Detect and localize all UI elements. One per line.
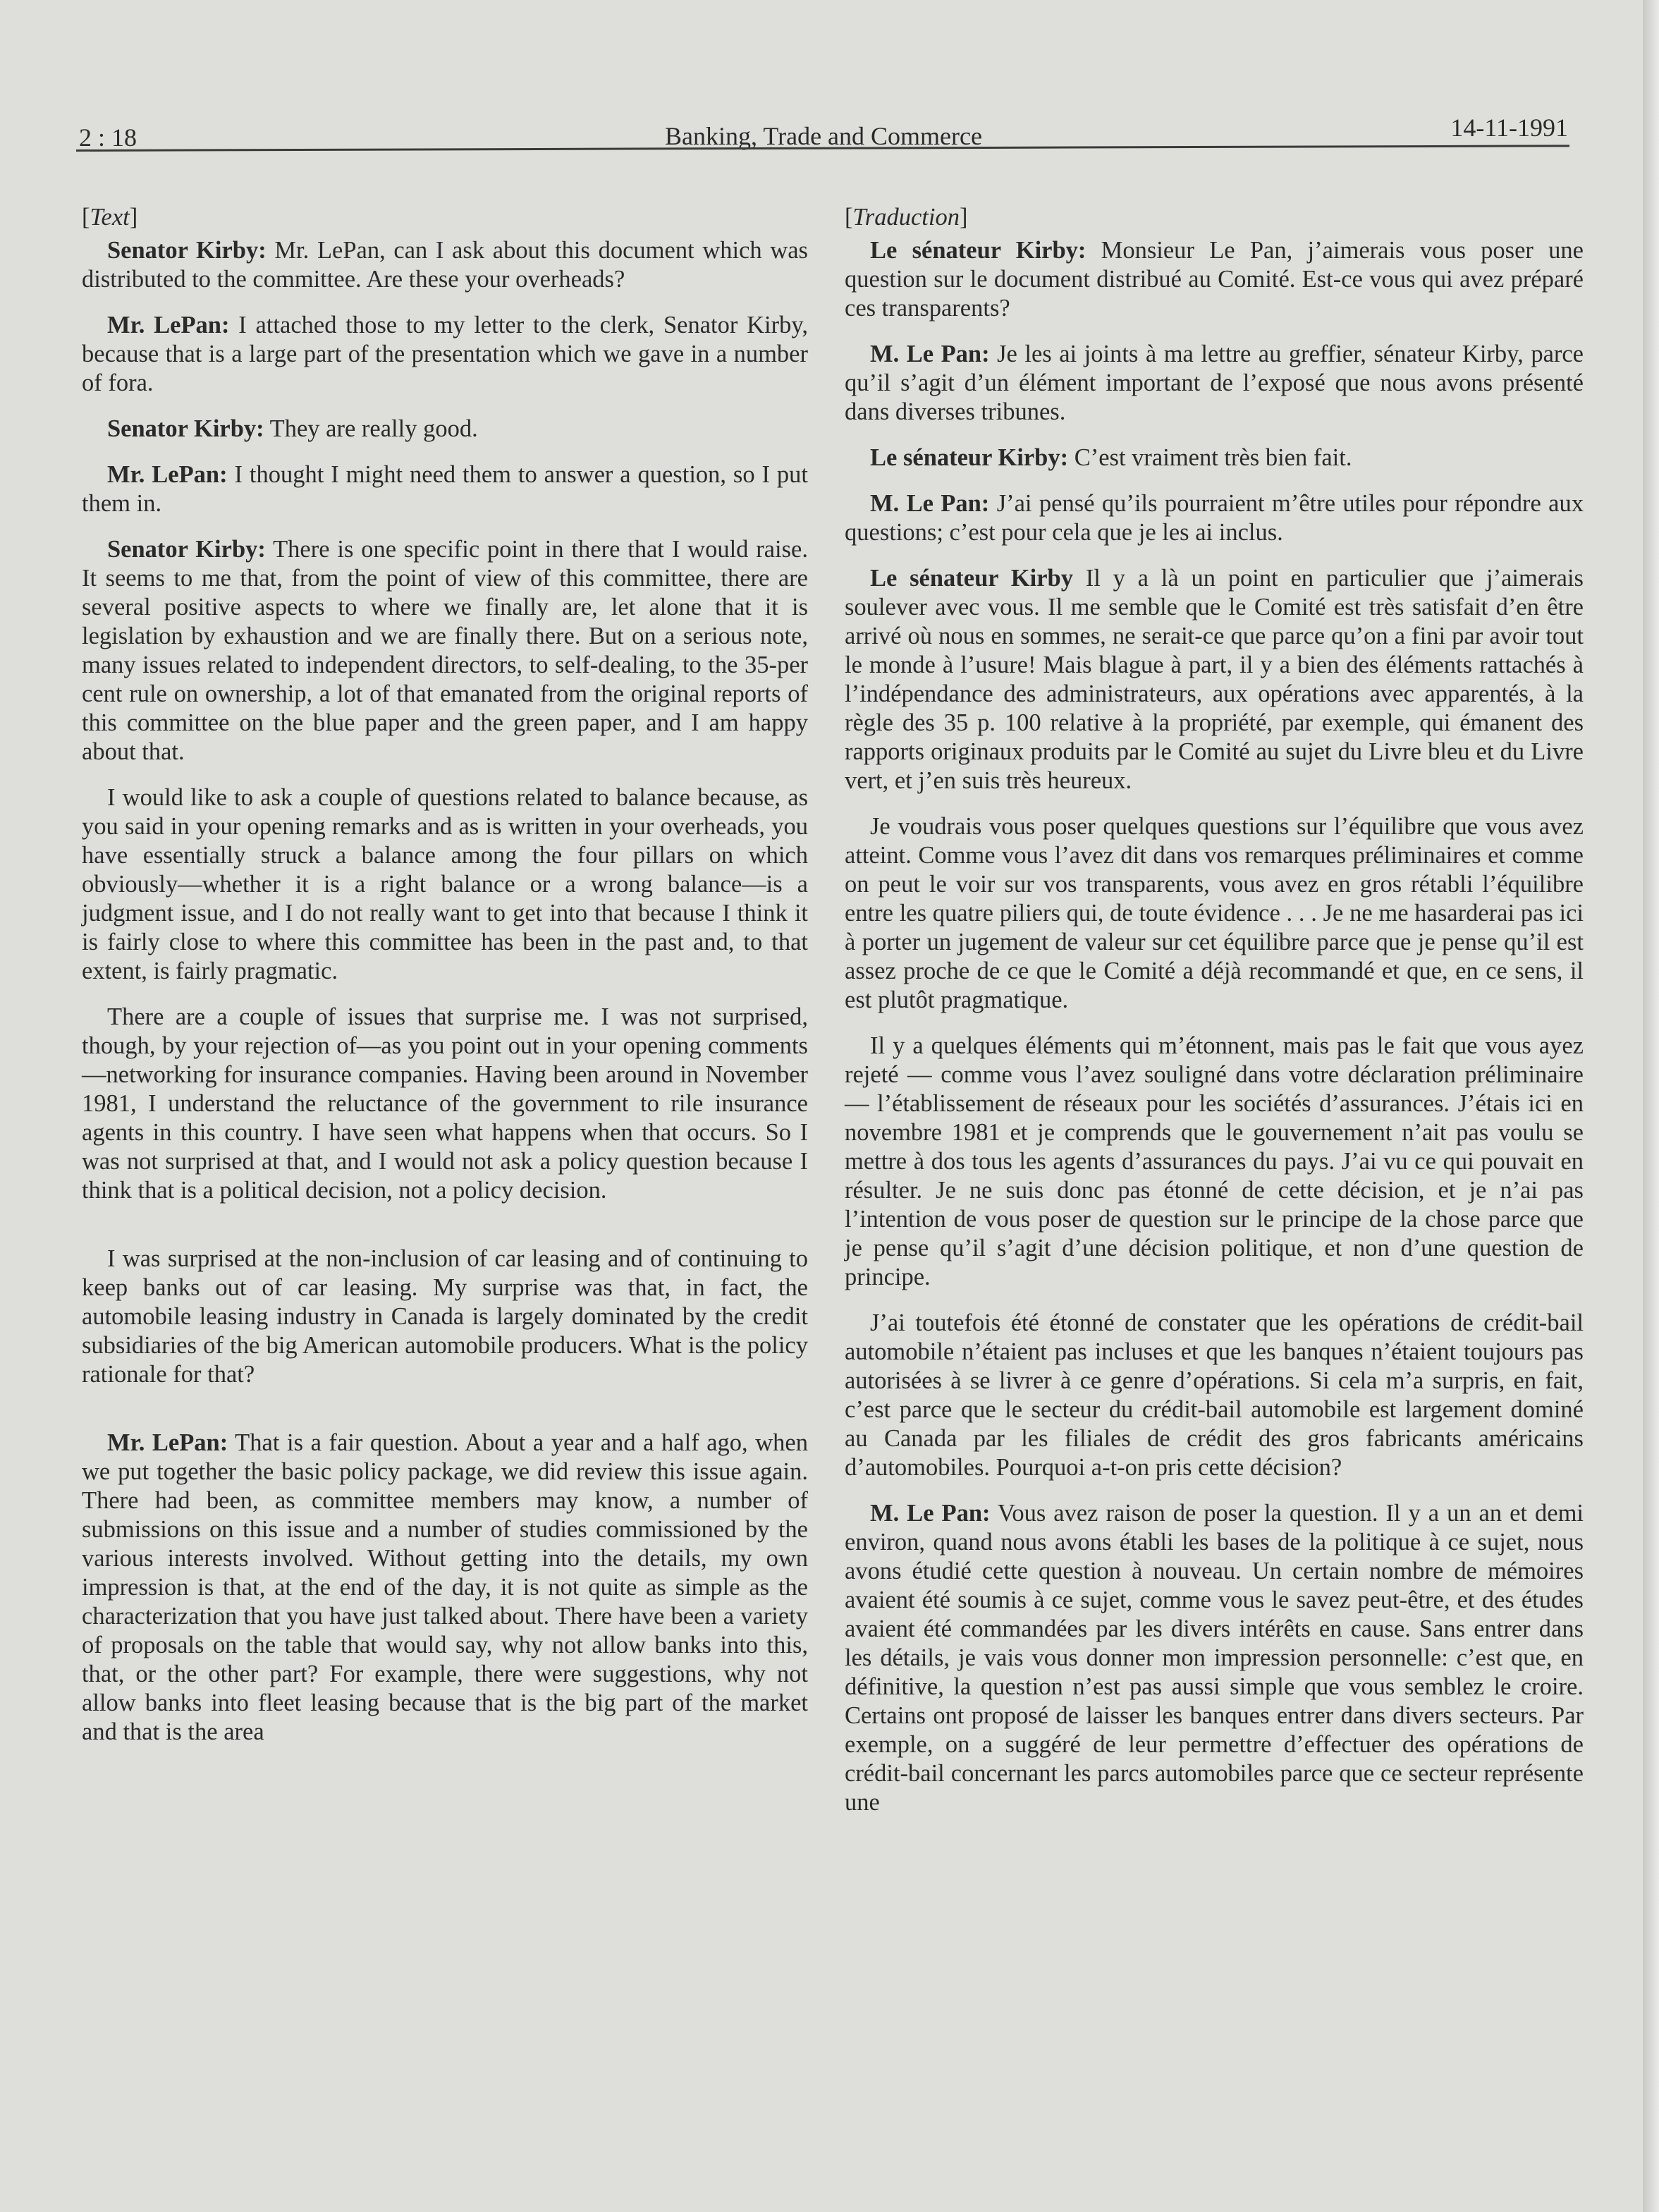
paragraph: M. Le Pan: Vous avez raison de poser la question. Il y a un an et demi environ, quand nous avons établi les bases de la politique à ce sujet, nous avons étudié cette question à nouveau. Un certain nombre de mémoires avaient été soumis à ce sujet, comme vous le savez peut-être, et des études avaient été commandées par les divers intérêts en cause. Sans entrer dans les détails, je vais vous donner mon impression personnelle: c’est que, en définitive, la question n’est pas aussi simple que vous semblez le croire. Certains ont proposé de laisser les banques entrer dans divers secteurs. Par exemple, on a suggéré de leur permettre d’effectuer des opérations de crédit-bail concernant les parcs automobiles parce que ce secteur représente une bbox=[845, 1500, 1584, 1816]
page-edge bbox=[1643, 0, 1659, 2212]
paragraph: Mr. LePan: I thought I might need them to answer a question, so I put them in. bbox=[82, 461, 808, 517]
paragraph: I would like to ask a couple of questions related to balance because, as you said in your opening remarks and as is written in your overheads, you have essentially struck a balance among the four pillars on which obviously—whether it is a right balance or a wrong balance—is a judgment issue, and I do not really want to get into that because I think it is fairly close to where this committee has been in the past and, to that extent, is fairly pragmatic. bbox=[82, 784, 808, 984]
section-tag: [Traduction] bbox=[845, 204, 968, 231]
speaker: Senator Kirby: bbox=[107, 536, 266, 563]
french-column bbox=[845, 203, 1584, 1834]
running-title: Banking, Trade and Commerce bbox=[665, 122, 982, 150]
paragraph: Senator Kirby: There is one specific point in there that I would raise. It seems to me that, from the point of view of this committee, there are several positive aspects to where we finally are, let alone that it is legislation by exhaustion and we are finally there. But on a serious note, many issues related to independent directors, to self-dealing, to the 35-per cent rule on ownership, a lot of that emanated from the original reports of this committee on the blue paper and the green paper, and I am happy about that. bbox=[82, 536, 808, 765]
paragraph: Il y a quelques éléments qui m’étonnent, mais pas le fait que vous ayez rejeté — comme vous l’avez souligné dans votre déclaration préliminaire — l’établissement de réseaux pour les sociétés d’assurances. J’étais ici en novembre 1981 et je comprends que le gouvernement n’ait pas voulu se mettre à dos tous les agents d’assurances du pays. J’ai vu ce qui pouvait en résulter. Je ne suis donc pas étonné de cette décision, et je n’ai pas l’intention de vous poser de question sur le principe de la chose parce que je pense qu’il s’agit d’une décision politique, et non d’une question de principe. bbox=[845, 1032, 1584, 1290]
paragraph: J’ai toutefois été étonné de constater que les opérations de crédit-bail automobile n’étaient pas incluses et que les banques n’étaient toujours pas autorisées à se livrer à ce genre d’opérations. Si cela m’a surpris, en fait, c’est parce que le secteur du crédit-bail automobile est largement dominé au Canada par les filiales de crédit des gros fabricants américains d’automobiles. Pourquoi a-t-on pris cette décision? bbox=[845, 1309, 1584, 1481]
paragraph: M. Le Pan: J’ai pensé qu’ils pourraient m’être utiles pour répondre aux questions; c’est pour cela que je les ai inclus. bbox=[845, 490, 1584, 546]
paragraph: Senator Kirby: They are really good. bbox=[107, 415, 478, 442]
speaker: Mr. LePan: bbox=[107, 1429, 228, 1456]
speaker: Le sénateur Kirby: bbox=[870, 237, 1086, 264]
page-number: 2 : 18 bbox=[79, 123, 137, 152]
paragraph: I was surprised at the non-inclusion of car leasing and of continuing to keep banks out of car leasing. My surprise was that, in fact, the automobile leasing industry in Canada is largely dominated by the credit subsidiaries of the big American automobile producers. What is the policy rationale for that? bbox=[82, 1245, 808, 1388]
paragraph: Mr. LePan: That is a fair question. About a year and a half ago, when we put together the basic policy package, we did review this issue again. There had been, as committee members may know, a number of submissions on this issue and a number of studies commissioned by the various interests involved. Without getting into the details, my own impression is that, at the end of the day, it is not quite as simple as the characterization that you have just talked about. There have been a variety of proposals on the table that would say, why not allow banks into this, that, or the other part? For example, there were suggestions, why not allow banks into fleet leasing because that is the big part of the market and that is the area bbox=[82, 1429, 808, 1745]
section-tag: [Text] bbox=[82, 204, 138, 231]
paragraph: Senator Kirby: Mr. LePan, can I ask about this document which was distributed to the committee. Are these your overheads? bbox=[82, 237, 808, 293]
speaker: Mr. LePan: bbox=[107, 312, 230, 338]
header-date: 14-11-1991 bbox=[1450, 114, 1568, 142]
paragraph: Le sénateur Kirby: Monsieur Le Pan, j’aimerais vous poser une question sur le document distribué au Comité. Est-ce vous qui avez préparé ces transparents? bbox=[845, 237, 1584, 322]
speaker: Senator Kirby: bbox=[107, 415, 264, 442]
speaker: Le sénateur Kirby: bbox=[870, 444, 1069, 471]
speaker: Le sénateur Kirby bbox=[870, 565, 1073, 592]
paragraph: There are a couple of issues that surprise me. I was not surprised, though, by your rejection of—as you point out in your opening comments—networking for insurance companies. Having been around in November 1981, I understand the reluctance of the government to rile insurance agents in this country. I have seen what happens when that occurs. So I was not surprised at that, and I would not ask a policy question because I think that is a political decision, not a policy decision. bbox=[82, 1003, 808, 1204]
speaker: M. Le Pan: bbox=[870, 341, 990, 367]
paragraph: Mr. LePan: I attached those to my letter to the clerk, Senator Kirby, because that is a large part of the presentation which we gave in a number of fora. bbox=[82, 312, 808, 396]
speaker: M. Le Pan: bbox=[870, 1500, 991, 1527]
speaker: Mr. LePan: bbox=[107, 461, 228, 488]
english-column bbox=[82, 203, 808, 1764]
paragraph: Le sénateur Kirby: C’est vraiment très bien fait. bbox=[870, 444, 1352, 471]
paragraph: Je voudrais vous poser quelques questions sur l’équilibre que vous avez atteint. Comme vous l’avez dit dans vos remarques préliminaires et comme on peut le voir sur vos transparents, vous avez en gros rétabli l’équilibre entre les quatre piliers qui, de toute évidence . . . Je ne me hasarderai pas ici à porter un jugement de valeur sur cet équilibre parce que je pense qu’il est assez proche de ce que le Comité a déjà recommandé et que, en ce sens, il est plutôt pragmatique. bbox=[845, 813, 1584, 1013]
paragraph: M. Le Pan: Je les ai joints à ma lettre au greffier, sénateur Kirby, parce qu’il s’agit d’un élément important de l’exposé que nous avons présenté dans diverses tribunes. bbox=[845, 341, 1584, 425]
speaker: Senator Kirby: bbox=[107, 237, 267, 264]
speaker: M. Le Pan: bbox=[870, 490, 990, 517]
paragraph: Le sénateur Kirby Il y a là un point en particulier que j’aimerais soulever avec vous. Il me semble que le Comité est très satisfait d’en être arrivé où nous en sommes, ne serait-ce que parce qu’on a fini par avoir tout le monde à l’usure! Mais blague à part, il y a bien des éléments rattachés à l’indépendance des administrateurs, aux opérations avec apparentés, à la règle des 35 p. 100 relative à la propriété, par exemple, qui émanent des rapports originaux produits par le Comité au sujet du Livre bleu et du Livre vert, et j’en suis très heureux. bbox=[845, 565, 1584, 794]
